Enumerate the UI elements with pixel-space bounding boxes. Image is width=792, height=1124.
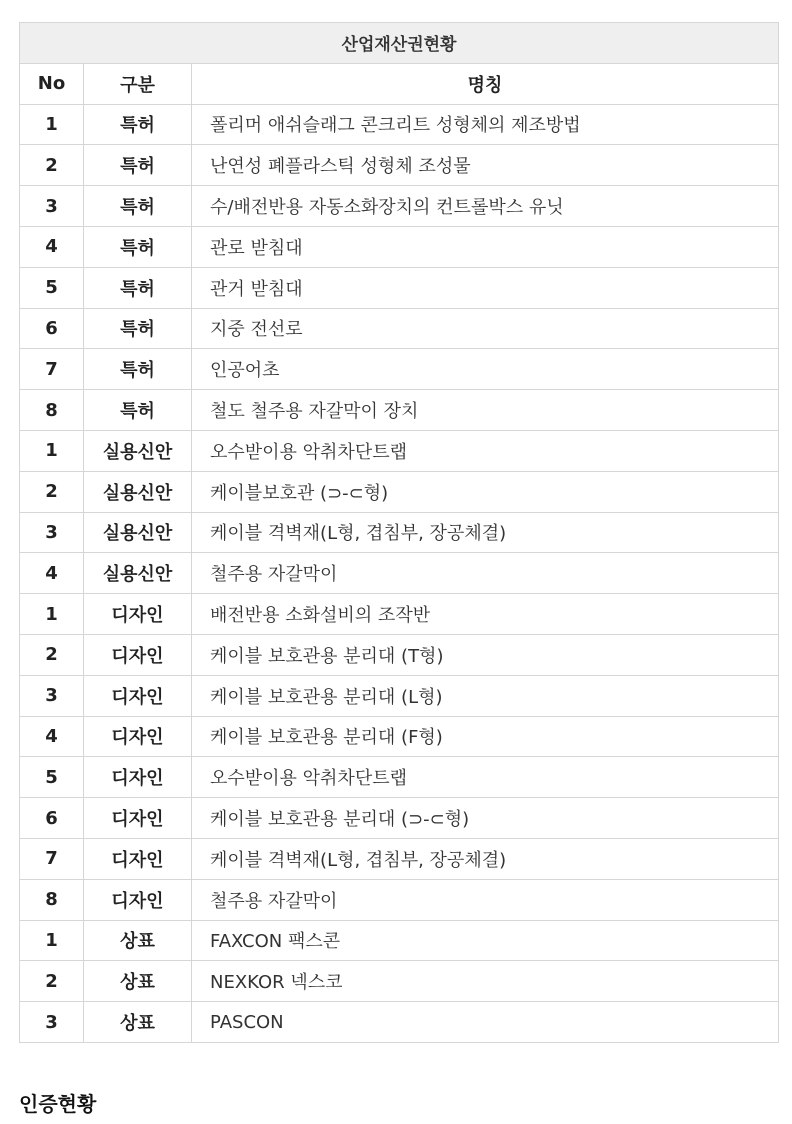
row-category: 디자인: [84, 798, 192, 839]
table-row: [20, 594, 779, 635]
column-header-name: 명칭: [192, 63, 779, 104]
table-row: [20, 145, 779, 186]
table-body: [20, 104, 779, 1042]
row-title: 난연성 폐플라스틱 성형체 조성물: [192, 145, 779, 186]
row-category: 특허: [84, 267, 192, 308]
table-row: [20, 838, 779, 879]
row-category: 디자인: [84, 838, 192, 879]
row-number: 4: [20, 716, 84, 757]
row-number: 5: [20, 267, 84, 308]
row-number: 7: [20, 349, 84, 390]
table-row: [20, 471, 779, 512]
row-title: 케이블보호관 (⊃-⊂형): [192, 471, 779, 512]
row-title: 오수받이용 악취차단트랩: [192, 430, 779, 471]
row-number: 6: [20, 798, 84, 839]
row-title: 철도 철주용 자갈막이 장치: [192, 390, 779, 431]
row-number: 2: [20, 961, 84, 1002]
row-category: 특허: [84, 349, 192, 390]
table-row: [20, 349, 779, 390]
section-heading-certification: 인증현황: [19, 1092, 97, 1116]
row-title: 케이블 보호관용 분리대 (L형): [192, 675, 779, 716]
row-category: 상표: [84, 1002, 192, 1043]
row-number: 1: [20, 920, 84, 961]
row-category: 디자인: [84, 879, 192, 920]
row-category: 특허: [84, 390, 192, 431]
row-number: 3: [20, 1002, 84, 1043]
table-row: [20, 634, 779, 675]
table-row: [20, 879, 779, 920]
row-category: 실용신안: [84, 553, 192, 594]
row-number: 2: [20, 145, 84, 186]
row-number: 2: [20, 471, 84, 512]
row-category: 디자인: [84, 757, 192, 798]
row-title: 케이블 격벽재(L형, 겹침부, 장공체결): [192, 512, 779, 553]
row-number: 7: [20, 838, 84, 879]
row-title: 케이블 보호관용 분리대 (T형): [192, 634, 779, 675]
row-number: 5: [20, 757, 84, 798]
row-number: 1: [20, 594, 84, 635]
table-row: [20, 675, 779, 716]
row-number: 8: [20, 390, 84, 431]
table-row: [20, 104, 779, 145]
row-title: 오수받이용 악취차단트랩: [192, 757, 779, 798]
table-row: [20, 226, 779, 267]
column-header-no: No: [20, 63, 84, 104]
table-row: [20, 716, 779, 757]
table-row: [20, 267, 779, 308]
row-title: 철주용 자갈막이: [192, 553, 779, 594]
row-number: 8: [20, 879, 84, 920]
row-category: 특허: [84, 186, 192, 227]
row-title: 관로 받침대: [192, 226, 779, 267]
row-number: 1: [20, 104, 84, 145]
row-title: 케이블 보호관용 분리대 (F형): [192, 716, 779, 757]
row-title: NEXKOR 넥스코: [192, 961, 779, 1002]
column-header-type: 구분: [84, 63, 192, 104]
row-number: 3: [20, 512, 84, 553]
row-category: 상표: [84, 961, 192, 1002]
row-title: 철주용 자갈막이: [192, 879, 779, 920]
table-row: [20, 920, 779, 961]
table-row: [20, 1002, 779, 1043]
row-title: 수/배전반용 자동소화장치의 컨트롤박스 유닛: [192, 186, 779, 227]
row-category: 디자인: [84, 716, 192, 757]
row-number: 4: [20, 226, 84, 267]
row-title: 배전반용 소화설비의 조작반: [192, 594, 779, 635]
row-category: 디자인: [84, 634, 192, 675]
row-number: 3: [20, 186, 84, 227]
table-caption: 산업재산권현황: [20, 23, 779, 64]
row-category: 상표: [84, 920, 192, 961]
row-number: 4: [20, 553, 84, 594]
row-title: 인공어초: [192, 349, 779, 390]
table-row: [20, 186, 779, 227]
industrial-property-table: [19, 22, 779, 1043]
row-title: 케이블 격벽재(L형, 겹침부, 장공체결): [192, 838, 779, 879]
table-row: [20, 308, 779, 349]
row-category: 디자인: [84, 594, 192, 635]
row-category: 특허: [84, 145, 192, 186]
row-category: 특허: [84, 226, 192, 267]
row-category: 특허: [84, 104, 192, 145]
row-category: 특허: [84, 308, 192, 349]
row-number: 2: [20, 634, 84, 675]
table-row: [20, 798, 779, 839]
row-number: 1: [20, 430, 84, 471]
row-title: 폴리머 애쉬슬래그 콘크리트 성형체의 제조방법: [192, 104, 779, 145]
row-title: PASCON: [192, 1002, 779, 1043]
row-title: 관거 받침대: [192, 267, 779, 308]
row-title: 지중 전선로: [192, 308, 779, 349]
row-category: 실용신안: [84, 512, 192, 553]
table-header-row: [20, 63, 779, 104]
row-number: 6: [20, 308, 84, 349]
table-row: [20, 430, 779, 471]
table-row: [20, 390, 779, 431]
row-category: 실용신안: [84, 430, 192, 471]
table-row: [20, 512, 779, 553]
row-category: 디자인: [84, 675, 192, 716]
table-row: [20, 553, 779, 594]
table-caption-row: [20, 23, 779, 64]
table-row: [20, 961, 779, 1002]
row-title: 케이블 보호관용 분리대 (⊃-⊂형): [192, 798, 779, 839]
row-title: FAXCON 팩스콘: [192, 920, 779, 961]
table-row: [20, 757, 779, 798]
row-category: 실용신안: [84, 471, 192, 512]
row-number: 3: [20, 675, 84, 716]
